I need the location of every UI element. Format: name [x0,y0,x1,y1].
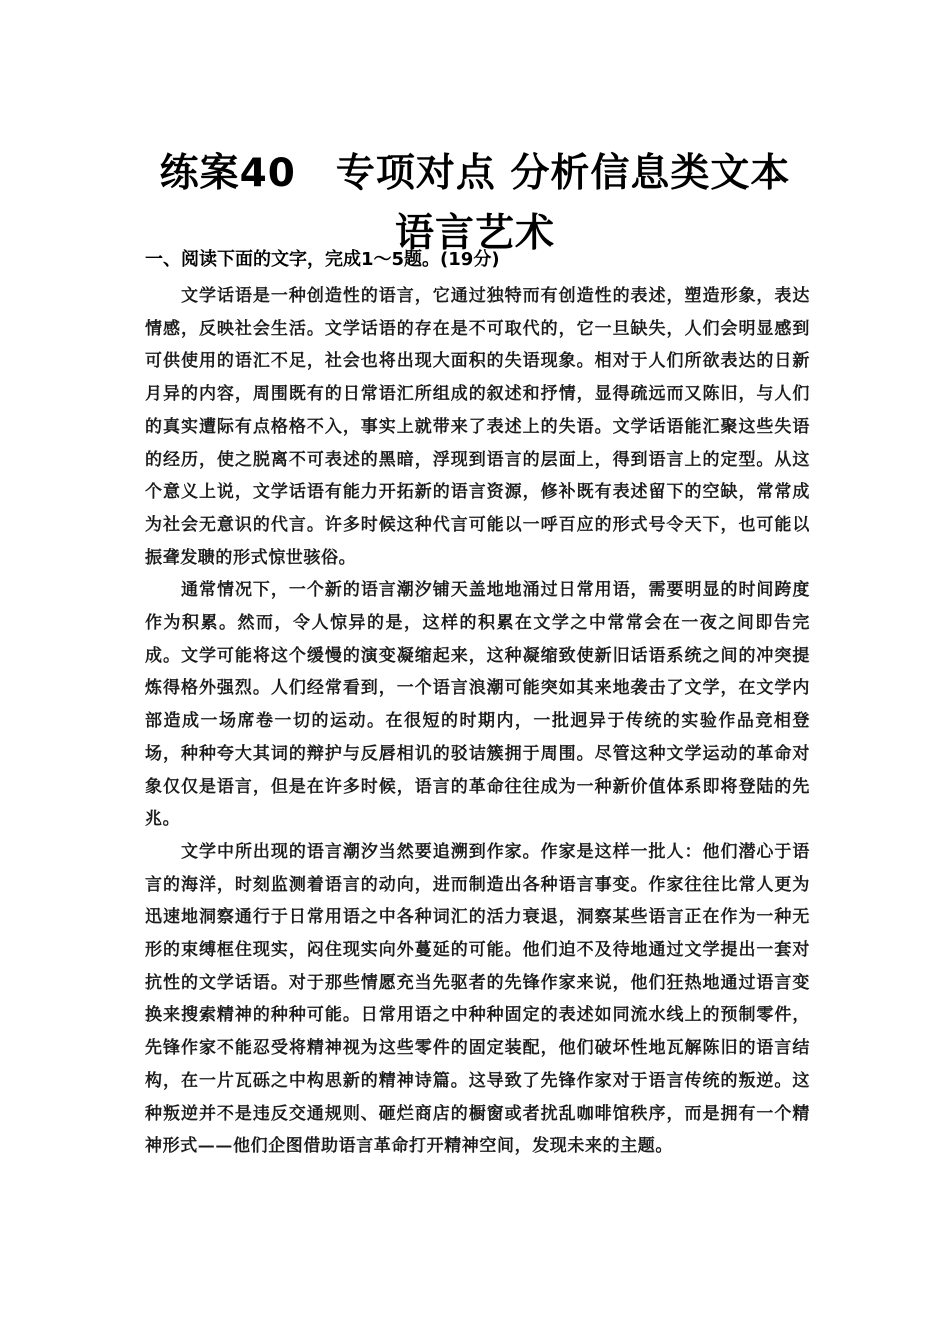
paragraph-3: 文学中所出现的语言潮汐当然要追溯到作家。作家是这样一批人：他们潜心于语言的海洋，时刻监测着语言的动向，进而制造出各种语言事变。作家往往比常人更为迅速地洞察通行于日常用语之中各种词汇的活力衰退，洞察某些语言正在作为一种无形的束缚框住现实，闷住现实向外蔓延的可能。他们迫不及待地通过文学提出一套对抗性的文学话语。对于那些情愿充当先驱者的先锋作家来说，他们狂热地通过语言变换来搜索精神的种种可能。日常用语之中种种固定的表述如同流水线上的预制零件，先锋作家不能忍受将精神视为这些零件的固定装配，他们破坏性地瓦解陈旧的语言结构，在一片瓦砾之中构思新的精神诗篇。这导致了先锋作家对于语言传统的叛逆。这种叛逆并不是违反交通规则、砸烂商店的橱窗或者扰乱咖啡馆秩序，而是拥有一个精神形式——他们企图借助语言革命打开精神空间，发现未来的主题。 [145,841,810,1157]
article-body [145,280,810,1163]
section-heading: 一、阅读下面的文字，完成1～5题。(19分) [145,249,500,270]
page-title: 练案40 专项对点 分析信息类文本语言艺术 [159,151,791,257]
paragraph-2: 通常情况下，一个新的语言潮汐铺天盖地地涌过日常用语，需要明显的时间跨度作为积累。然而，令人惊异的是，这样的积累在文学之中常常会在一夜之间即告完成。文学可能将这个缓慢的演变凝缩起来，这种凝缩致使新旧话语系统之间的冲突提炼得格外强烈。人们经常看到，一个语言浪潮可能突如其来地袭击了文学，在文学内部造成一场席卷一切的运动。在很短的时期内，一批迥异于传统的实验作品竞相登场，种种夸大其词的辩护与反唇相讥的驳诘簇拥于周围。尽管这种文学运动的革命对象仅仅是语言，但是在许多时候，语言的革命往往成为一种新价值体系即将登陆的先兆。 [145,580,810,830]
paragraph-1: 文学话语是一种创造性的语言，它通过独特而有创造性的表述，塑造形象，表达情感，反映社会生活。文学话语的存在是不可取代的，它一旦缺失，人们会明显感到可供使用的语汇不足，社会也将出现大面积的失语现象。相对于人们所欲表达的日新月异的内容，周围既有的日常语汇所组成的叙述和抒情，显得疏远而又陈旧，与人们的真实遭际有点格格不入，事实上就带来了表述上的失语。文学话语能汇聚这些失语的经历，使之脱离不可表述的黑暗，浮现到语言的层面上，得到语言上的定型。从这个意义上说，文学话语有能力开拓新的语言资源，修补既有表述留下的空缺，常常成为社会无意识的代言。许多时候这种代言可能以一呼百应的形式号令天下，也可能以振聋发聩的形式惊世骇俗。 [145,286,810,568]
